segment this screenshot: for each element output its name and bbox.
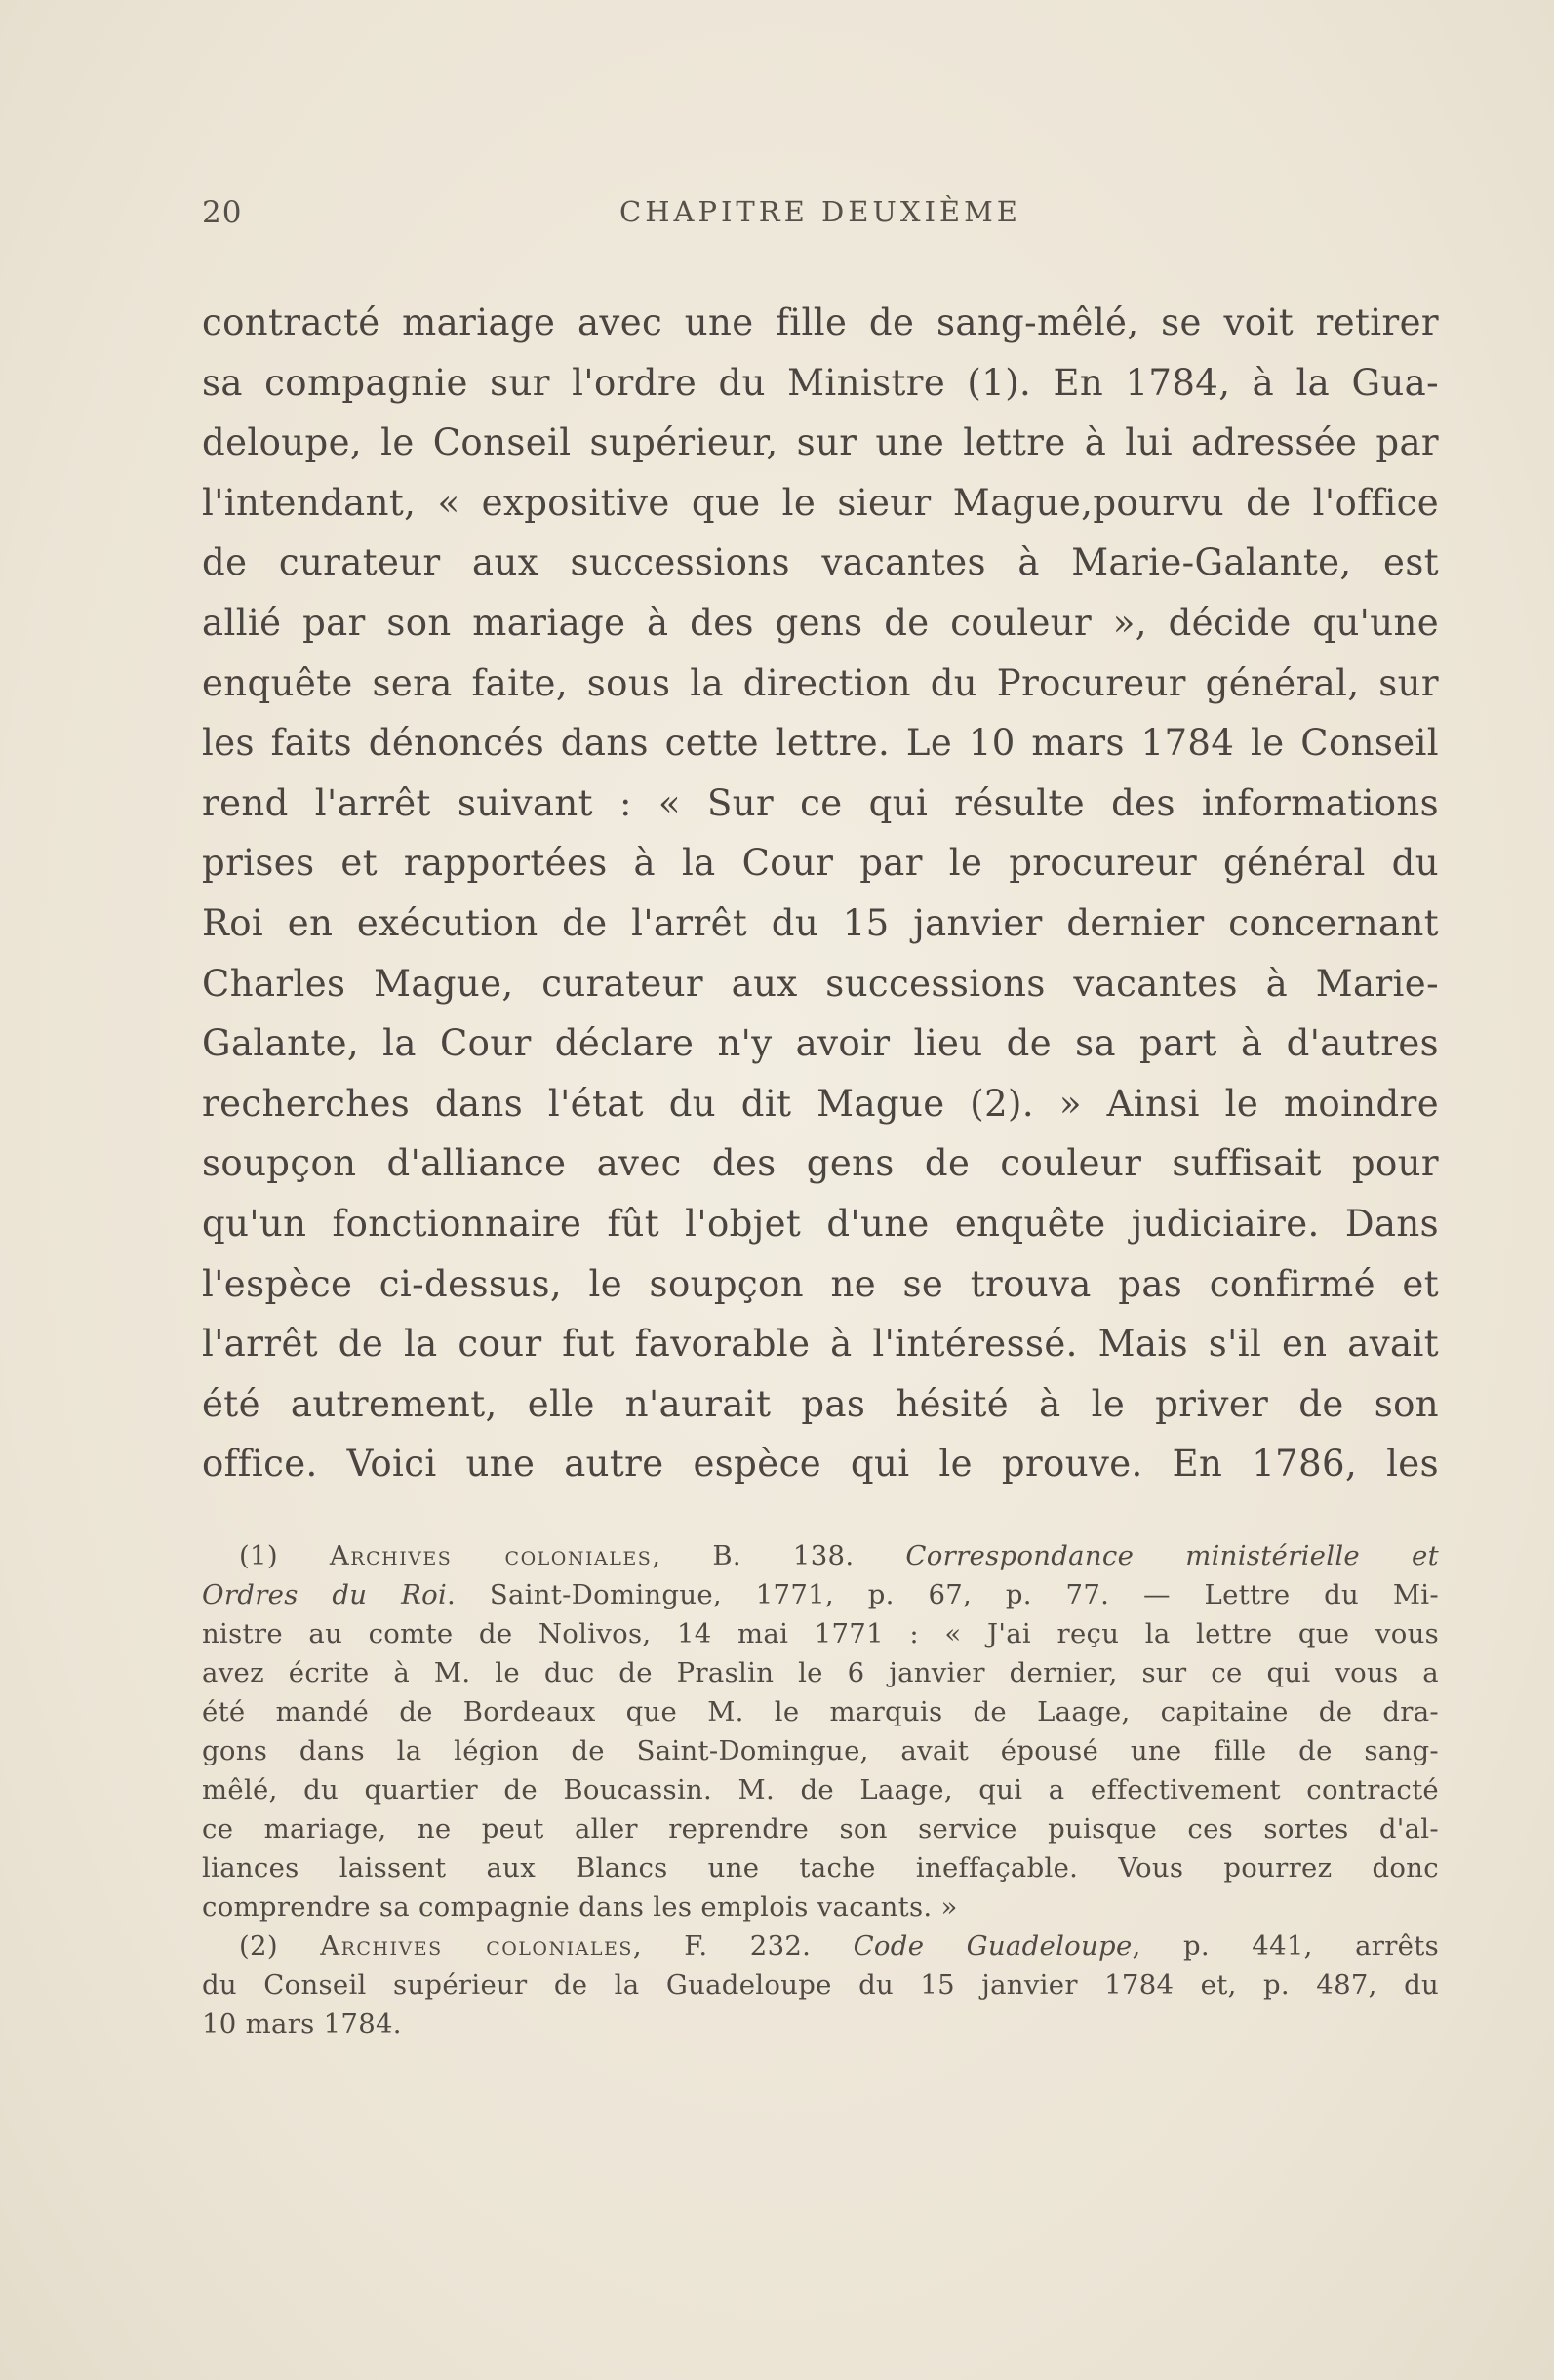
footnote-1-line: nistre au comte de Nolivos, 14 mai 1771 : « J'ai reçu la lettre que vous — [202, 1618, 1439, 1649]
footnote-1-line: liances laissent aux Blancs une tache ineffaçable. Vous pourrez donc — [202, 1852, 1439, 1884]
body-line: été autrement, elle n'aurait pas hésité à le priver de son — [202, 1382, 1439, 1425]
body-line: les faits dénoncés dans cette lettre. Le 10 mars 1784 le Conseil — [202, 722, 1439, 765]
footnote-1-title-b: Ordres du Roi — [202, 1579, 448, 1610]
body-line: prises et rapportées à la Cour par le procureur général du — [202, 842, 1439, 885]
footnote-1-line2-rest: . Saint-Domingue, 1771, p. 67, p. 77. — Lettre du Mi- — [447, 1579, 1439, 1610]
body-text — [202, 293, 1439, 1494]
body-line: Charles Mague, curateur aux successions vacantes à Marie- — [202, 962, 1439, 1005]
body-line: office. Voici une autre espèce qui le prouve. En 1786, les — [202, 1443, 1439, 1486]
footnote-2-source: Archives coloniales — [320, 1930, 633, 1962]
footnote-1-line — [202, 1536, 1439, 1575]
footnote-2-line: du Conseil supérieur de la Guadeloupe du 15 janvier 1784 et, p. 487, du — [202, 1969, 1439, 2001]
body-line: deloupe, le Conseil supérieur, sur une lettre à lui adressée par — [202, 421, 1439, 464]
body-line: contracté mariage avec une fille de sang-mêlé, se voit retirer — [202, 301, 1439, 343]
footnote-1-line — [202, 1575, 1439, 1614]
page-number: 20 — [202, 195, 243, 230]
body-line: allié par son mariage à des gens de couleur », décide qu'une — [202, 601, 1439, 644]
footnotes — [202, 1536, 1439, 2043]
footnote-2-line: 10 mars 1784. — [202, 2008, 402, 2040]
page-header — [202, 195, 1439, 234]
footnote-2-ref: , F. 232. — [632, 1930, 854, 1962]
footnote-1-line: mêlé, du quartier de Boucassin. M. de Laage, qui a effectivement contracté — [202, 1774, 1439, 1805]
footnote-2-title: Code Guadeloupe — [853, 1930, 1133, 1962]
body-line: de curateur aux successions vacantes à Marie-Galante, est — [202, 541, 1439, 584]
body-line: Galante, la Cour déclare n'y avoir lieu de sa part à d'autres — [202, 1022, 1439, 1065]
body-line: l'arrêt de la cour fut favorable à l'intéressé. Mais s'il en avait — [202, 1323, 1439, 1366]
footnote-1-ref: , B. 138. — [652, 1540, 906, 1571]
body-line: qu'un fonctionnaire fût l'objet d'une enquête judiciaire. Dans — [202, 1202, 1439, 1245]
body-line: sa compagnie sur l'ordre du Ministre (1). En 1784, à la Gua- — [202, 361, 1439, 404]
footnote-1-title-a: Correspondance ministérielle et — [905, 1540, 1439, 1571]
running-head: CHAPITRE DEUXIÈME — [619, 195, 1021, 228]
body-line: l'espèce ci-dessus, le soupçon ne se trouva pas confirmé et — [202, 1262, 1439, 1305]
footnote-2-marker: (2) — [239, 1930, 278, 1962]
footnote-1-line: avez écrite à M. le duc de Praslin le 6 janvier dernier, sur ce qui vous a — [202, 1657, 1439, 1688]
footnote-1-line: été mandé de Bordeaux que M. le marquis de Laage, capitaine de dra- — [202, 1696, 1439, 1727]
body-line: l'intendant, « expositive que le sieur Mague,pourvu de l'office — [202, 481, 1439, 524]
footnote-1-marker: (1) — [239, 1540, 278, 1571]
body-line: enquête sera faite, sous la direction du Procureur général, sur — [202, 661, 1439, 704]
body-line: recherches dans l'état du dit Mague (2). » Ainsi le moindre — [202, 1082, 1439, 1125]
footnote-2-line — [202, 1926, 1439, 1965]
body-line: rend l'arrêt suivant : « Sur ce qui résulte des informations — [202, 781, 1439, 824]
footnote-1-line: gons dans la légion de Saint-Domingue, avait épousé une fille de sang- — [202, 1735, 1439, 1766]
footnote-1-line: comprendre sa compagnie dans les emplois vacants. » — [202, 1891, 958, 1923]
footnote-2-line1-rest: , p. 441, arrêts — [1132, 1930, 1439, 1962]
footnote-1-line: ce mariage, ne peut aller reprendre son service puisque ces sortes d'al- — [202, 1813, 1439, 1844]
footnote-1-source: Archives coloniales — [329, 1540, 653, 1571]
body-line: soupçon d'alliance avec des gens de couleur suffisait pour — [202, 1142, 1439, 1185]
body-line: Roi en exécution de l'arrêt du 15 janvier dernier concernant — [202, 901, 1439, 944]
